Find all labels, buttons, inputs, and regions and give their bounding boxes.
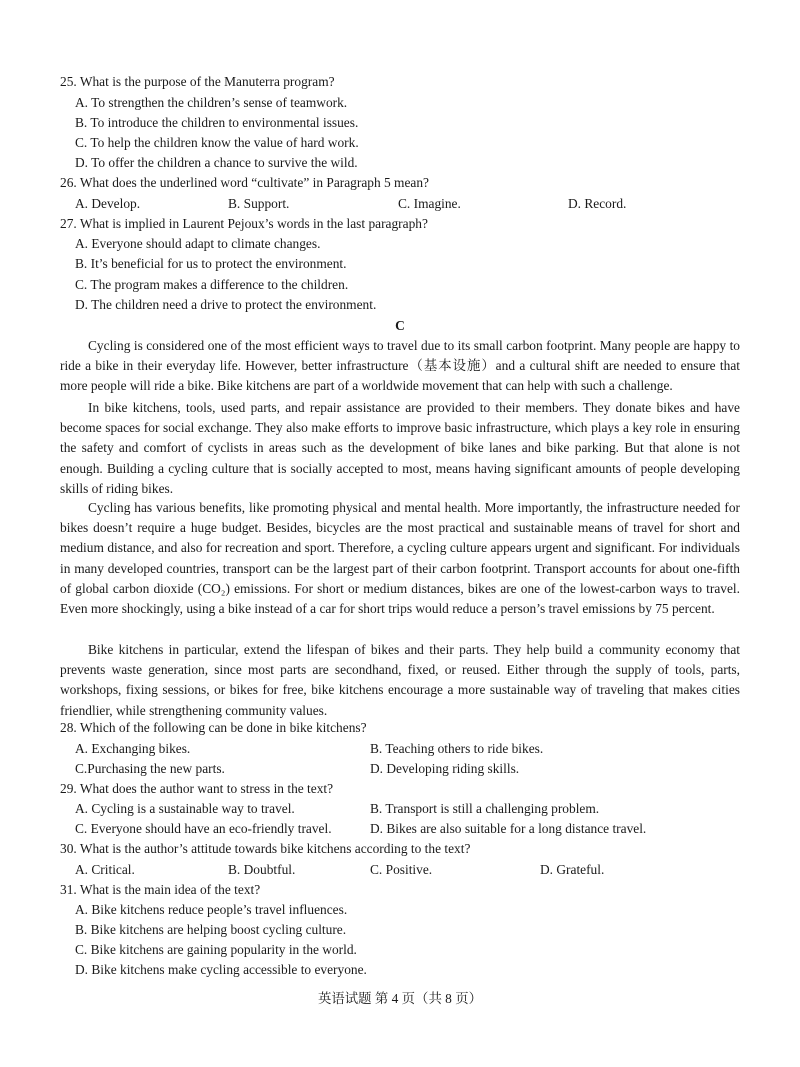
passage-paragraph-3: Cycling has various benefits, like promoting physical and mental health. More importantly, the infrastructure needed for bikes doesn’t require a huge budget. Besides, bicycles are the most practical and sustainable means of travel for short and medium distance, and also for recreation and sport. Therefore, a cycling culture appears urgent and significant. For individuals in many developed countries, transport can be the largest part of their carbon footprint. Transport accounts for about one-fifth of global carbon dioxide (CO₂) emissions. For short or medium distances, bikes are one of the lowest-carbon ways to travel. Even more shockingly, using a bike instead of a car for short trips would reduce a person’s travel emissions by 75 percent. — [60, 500, 740, 617]
question-30-option-a: A. Critical. — [75, 862, 135, 877]
question-25-option-a: A. To strengthen the children’s sense of teamwork. — [75, 95, 348, 110]
question-29-option-d: D. Bikes are also suitable for a long distance travel. — [370, 821, 647, 836]
question-27-stem: 27. What is implied in Laurent Pejoux’s words in the last paragraph? — [60, 216, 428, 231]
question-29-option-b: B. Transport is still a challenging problem. — [370, 801, 600, 816]
question-25-option-b: B. To introduce the children to environmental issues. — [75, 115, 359, 130]
question-29-option-c: C. Everyone should have an eco-friendly travel. — [75, 821, 332, 836]
question-27-option-c: C. The program makes a difference to the children. — [75, 277, 349, 292]
question-28-option-c: C.Purchasing the new parts. — [75, 761, 225, 776]
passage-paragraph-2: In bike kitchens, tools, used parts, and repair assistance are provided to their members. They donate bikes and have become spaces for social exchange. They also make efforts to improve basic infrastructure, which plays a key role in ensuring the safety and comfort of cyclists in areas such as the development of bike lanes and bike parking. But that alone is not enough. Building a cycling culture that is socially accepted to most, means having significant amounts of people developing skills of riding bikes. — [60, 400, 740, 496]
question-31-option-b: B. Bike kitchens are helping boost cycling culture. — [75, 922, 347, 937]
page-footer: 英语试题 第 4 页（共 8 页） — [317, 991, 483, 1006]
question-31-option-a: A. Bike kitchens reduce people’s travel influences. — [75, 902, 348, 917]
passage-paragraph-1: Cycling is considered one of the most efficient ways to travel due to its small carbon footprint. Many people are happy to ride a bike in their everyday life. However, better infrastructure（基本设施）and a cultural shift are needed to ensure that more people will ride a bike. Bike kitchens are part of a worldwide movement that can help with such a challenge. — [60, 338, 740, 394]
question-28-option-d: D. Developing riding skills. — [370, 761, 520, 776]
question-31-option-d: D. Bike kitchens make cycling accessible to everyone. — [75, 962, 367, 977]
section-c-heading: C — [395, 318, 405, 333]
question-27-option-b: B. It’s beneficial for us to protect the environment. — [75, 256, 347, 271]
question-30-stem: 30. What is the author’s attitude towards bike kitchens according to the text? — [60, 841, 471, 856]
question-29-stem: 29. What does the author want to stress in the text? — [60, 781, 334, 796]
question-30-option-b: B. Doubtful. — [228, 862, 296, 877]
question-31-option-c: C. Bike kitchens are gaining popularity in the world. — [75, 942, 357, 957]
question-28-stem: 28. Which of the following can be done in bike kitchens? — [60, 720, 367, 735]
question-25-stem: 25. What is the purpose of the Manuterra program? — [60, 74, 335, 89]
question-25-option-c: C. To help the children know the value of hard work. — [75, 135, 359, 150]
question-26-option-b: B. Support. — [228, 196, 290, 211]
question-29-option-a: A. Cycling is a sustainable way to travel. — [75, 801, 295, 816]
question-26-option-a: A. Develop. — [75, 196, 141, 211]
question-25-option-d: D. To offer the children a chance to survive the wild. — [75, 155, 358, 170]
question-30-option-c: C. Positive. — [370, 862, 433, 877]
passage-paragraph-4: Bike kitchens in particular, extend the lifespan of bikes and their parts. They help build a community economy that prevents waste generation, since most parts are secondhand, fixed, or reused. Either through the supply of tools, parts, workshops, fixing sessions, or bikes for free, bike kitchens encourage a more sustainable way of traveling that makes cities friendlier, while strengthening community values. — [60, 642, 740, 718]
question-28-option-b: B. Teaching others to ride bikes. — [370, 741, 544, 756]
question-31-stem: 31. What is the main idea of the text? — [60, 882, 261, 897]
question-28-option-a: A. Exchanging bikes. — [75, 741, 191, 756]
question-27-option-d: D. The children need a drive to protect the environment. — [75, 297, 377, 312]
question-26-option-c: C. Imagine. — [398, 196, 461, 211]
question-30-option-d: D. Grateful. — [540, 862, 605, 877]
question-26-option-d: D. Record. — [568, 196, 627, 211]
question-26-stem: 26. What does the underlined word “cultivate” in Paragraph 5 mean? — [60, 175, 429, 190]
question-27-option-a: A. Everyone should adapt to climate changes. — [75, 236, 321, 251]
